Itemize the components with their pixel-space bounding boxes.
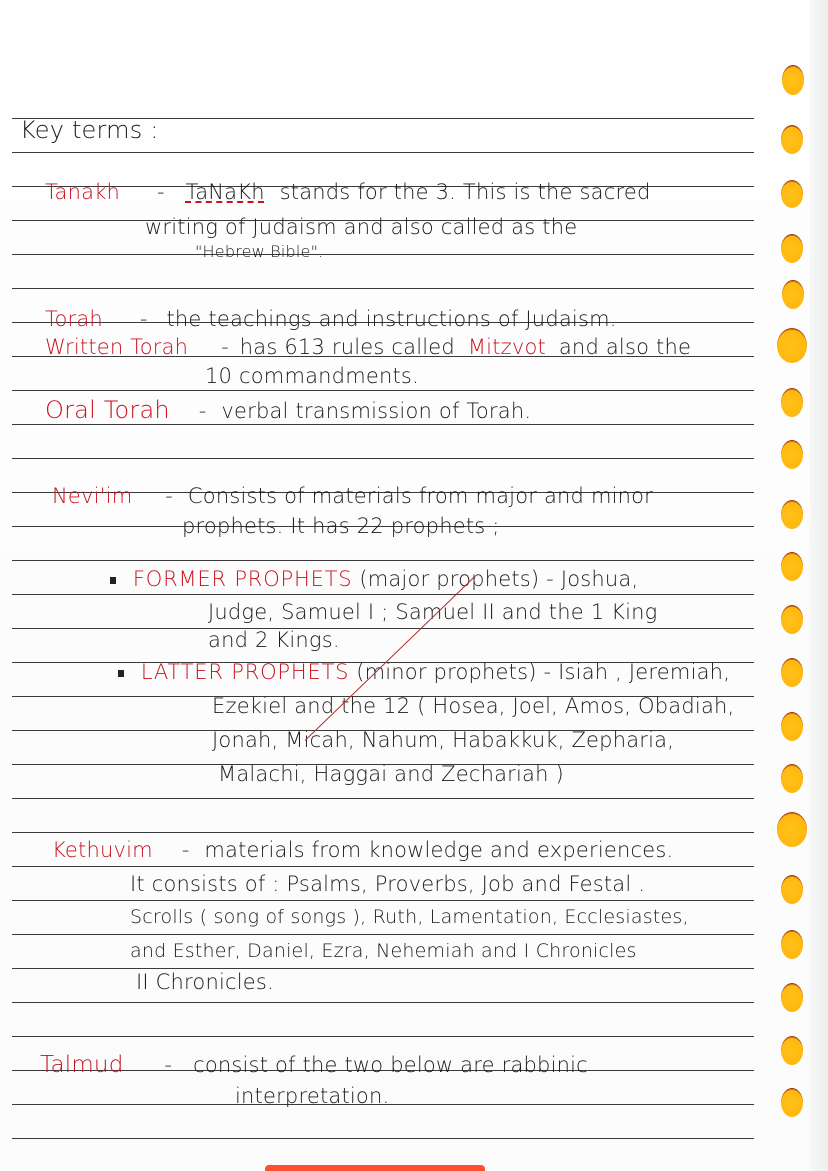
- term-dash: -: [139, 307, 148, 331]
- ruled-line: [12, 560, 754, 561]
- binder-hole-icon: [781, 983, 803, 1012]
- page-heading: Key terms :: [20, 116, 159, 144]
- term-torah: [45, 307, 617, 331]
- ruled-line: [12, 390, 754, 391]
- definition-line: writing of Judaism and also called as the: [145, 215, 578, 239]
- term-dash: -: [181, 838, 190, 862]
- ruled-line: [12, 1036, 754, 1037]
- definition-line: the teachings and instructions of Judaism.: [166, 307, 617, 331]
- definition-line: (major prophets) - Joshua,: [359, 567, 639, 591]
- term-dash: -: [198, 399, 207, 423]
- ruled-line: [12, 458, 754, 459]
- ruled-line: [12, 254, 754, 255]
- definition-line: Ezekiel and the 12 ( Hosea, Joel, Amos, Obadiah,: [212, 694, 735, 718]
- ruled-line: [12, 1138, 754, 1139]
- ruled-line: [12, 1002, 754, 1003]
- definition-line: Consists of materials from major and minor: [187, 484, 654, 508]
- definition-line: Judge, Samuel I ; Samuel II and the 1 King: [208, 600, 658, 624]
- bullet-label: LATTER PROPHETS: [140, 660, 350, 684]
- definition-line: interpretation.: [235, 1084, 390, 1108]
- bottom-tab-edge: [265, 1165, 485, 1171]
- definition-line: and 2 Kings.: [208, 628, 340, 652]
- term-neviim: [52, 484, 653, 508]
- bullet-icon: [118, 670, 124, 677]
- definition-line: II Chronicles.: [136, 970, 274, 994]
- term-written-torah: [45, 335, 691, 359]
- binder-hole-icon: [782, 280, 804, 309]
- term-kethuvim: [52, 838, 673, 862]
- definition-line: has 613 rules called: [239, 335, 455, 359]
- term-dash: -: [221, 335, 229, 359]
- binder-hole-icon: [782, 65, 804, 95]
- term-tanakh: [45, 180, 650, 204]
- bullet-label: FORMER PROPHETS: [132, 567, 353, 591]
- term-dash: -: [164, 1053, 173, 1077]
- definition-line: consist of the two below are rabbinic: [193, 1053, 588, 1077]
- binder-hole-icon: [781, 234, 803, 263]
- binder-hole-icon: [777, 812, 807, 847]
- binder-hole-icon: [781, 500, 803, 529]
- definition-line: stands for the 3. This is the sacred: [279, 180, 651, 204]
- definition-line: and Esther, Daniel, Ezra, Nehemiah and I Chronicles: [130, 940, 637, 962]
- definition-line: and also the: [558, 335, 692, 359]
- term-oral-torah: [45, 396, 531, 424]
- ruled-line: [12, 798, 754, 799]
- paper-edge: [810, 0, 828, 1171]
- binder-hole-icon: [781, 930, 803, 959]
- binder-hole-icon: [781, 875, 803, 904]
- definition-line: Malachi, Haggai and Zechariah ): [218, 762, 564, 786]
- binder-hole-icon: [781, 552, 803, 581]
- definition-line: materials from knowledge and experiences.: [204, 838, 674, 862]
- binder-hole-icon: [781, 440, 803, 469]
- binder-hole-icon: [781, 658, 803, 687]
- binder-hole-icon: [781, 180, 803, 208]
- definition-line: Scrolls ( song of songs ), Ruth, Lamentation, Ecclesiastes,: [130, 906, 689, 928]
- definition-line: (minor prophets) - Isiah , Jeremiah,: [356, 660, 731, 684]
- binder-hole-icon: [781, 1036, 803, 1065]
- definition-line: Jonah, Micah, Nahum, Habakkuk, Zepharia,: [212, 728, 675, 752]
- ruled-line: [12, 968, 754, 969]
- ruled-line: [12, 866, 754, 867]
- bullet-icon: [110, 577, 116, 584]
- term-label: Talmud: [40, 1052, 124, 1078]
- term-label: Torah: [45, 307, 103, 331]
- latter-prophets-item: [118, 660, 730, 684]
- binder-hole-icon: [781, 712, 803, 741]
- binder-hole-icon: [781, 125, 803, 154]
- term-dash: -: [165, 484, 174, 508]
- definition-line: "Hebrew Bible".: [195, 242, 324, 261]
- term-label: Nevi'im: [52, 484, 133, 508]
- binder-hole-icon: [781, 1088, 803, 1117]
- definition-line: It consists of : Psalms, Proverbs, Job and Festal .: [130, 872, 646, 896]
- binder-hole-icon: [781, 388, 803, 417]
- term-label: Kethuvim: [52, 838, 153, 862]
- mitzvot-highlight: Mitzvot: [467, 335, 546, 359]
- ruled-line: [12, 288, 754, 289]
- binder-hole-icon: [777, 328, 807, 363]
- ruled-line: [12, 628, 754, 629]
- ruled-line: [12, 832, 754, 833]
- ruled-line: [12, 424, 754, 425]
- acronym: TaNaKh: [185, 180, 265, 204]
- definition-line: 10 commandments.: [205, 364, 419, 388]
- ruled-line: [12, 900, 754, 901]
- ruled-line: [12, 934, 754, 935]
- ruled-line: [12, 594, 754, 595]
- term-label: Written Torah: [45, 335, 189, 359]
- binder-hole-icon: [781, 605, 803, 634]
- term-talmud: [40, 1052, 588, 1078]
- definition-line: prophets. It has 22 prophets ;: [182, 514, 500, 538]
- term-dash: -: [156, 180, 165, 204]
- binder-hole-icon: [781, 764, 803, 793]
- former-prophets-item: [110, 567, 638, 591]
- definition-line: verbal transmission of Torah.: [221, 399, 532, 423]
- term-label: Oral Torah: [45, 396, 170, 424]
- ruled-line: [12, 152, 754, 153]
- term-label: Tanakh: [45, 180, 121, 204]
